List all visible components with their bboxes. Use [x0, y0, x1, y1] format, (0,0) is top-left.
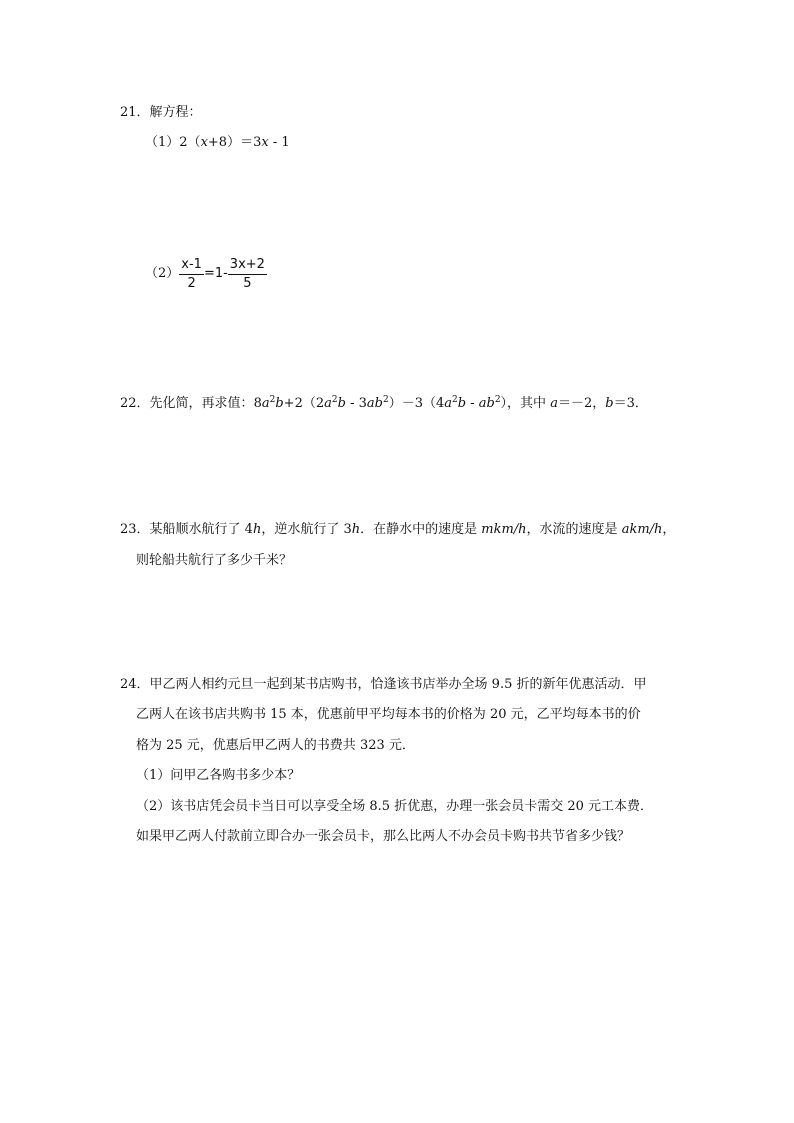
expr-part: ），其中 — [500, 396, 551, 411]
q24-line-1 — [120, 676, 647, 694]
q21-part1-text: +8）＝3 — [207, 135, 262, 150]
expr-part: - 3 — [345, 396, 367, 411]
expr-part: ＝3． — [613, 396, 648, 411]
exponent: 2 — [331, 395, 338, 405]
fraction-2 — [228, 257, 267, 292]
q23-text: ， — [662, 522, 676, 537]
var-b: b — [457, 396, 467, 411]
q22-number: 22． — [120, 396, 150, 411]
q23-text: ，逆水航行了 3 — [261, 522, 352, 537]
expr-part: 8 — [253, 396, 262, 411]
expr-part: ＝－2， — [557, 396, 606, 411]
q21-part1-label: （1） — [145, 135, 180, 150]
var-b: b — [275, 396, 284, 411]
q21-text: 解方程： — [149, 105, 202, 120]
var-a: a — [324, 396, 332, 411]
q24-subquestion-1: （1）问甲乙各购书多少本？ — [136, 768, 301, 783]
fraction-2-numerator: 3x+2 — [228, 257, 267, 275]
var-b: b — [337, 396, 346, 411]
q24-line-3: 格为 25 元，优惠后甲乙两人的书费共 323 元． — [136, 738, 415, 753]
q23-text: ，水流的速度是 — [526, 522, 622, 537]
var-x: x — [261, 135, 269, 150]
speed-still-water: mkm/h — [481, 522, 527, 537]
var-ab: ab — [366, 396, 383, 411]
q24-subquestion-2-line-1: （2）该书店凭会员卡当日可以享受全场 8.5 折优惠，办理一张会员卡需交 20 元工本费． — [136, 799, 654, 814]
var-b: b — [605, 396, 614, 411]
q24-text: 甲乙两人相约元旦一起到某书店购书，恰逢该书店举办全场 9.5 折的新年优惠活动．甲 — [149, 677, 647, 692]
q21-part1-text: 2（ — [179, 135, 201, 150]
q21-part2-label: （2） — [145, 266, 180, 281]
q23-line-1 — [120, 521, 675, 539]
fraction-2-denominator: 5 — [243, 275, 252, 291]
q21-part2 — [145, 256, 267, 293]
exponent: 2 — [382, 395, 389, 405]
var-a: a — [444, 396, 452, 411]
q24-subquestion-2-line-2: 如果甲乙两人付款前立即合办一张会员卡，那么比两人不办会员卡购书共节省多少钱？ — [136, 829, 631, 844]
unit-h: h — [351, 522, 361, 537]
speed-current: akm/h — [621, 522, 663, 537]
q22-text: 先化简，再求值： — [149, 396, 254, 411]
expr-part: ）－3（4 — [388, 396, 445, 411]
expr-part: +2（2 — [283, 396, 325, 411]
q23-text: ．在静水中的速度是 — [360, 522, 482, 537]
var-x: x — [200, 135, 208, 150]
q24-line-2: 乙两人在该书店共购书 15 本，优惠前甲平均每本书的价格为 20 元，乙平均每本书的价 — [136, 707, 641, 722]
unit-h: h — [252, 522, 262, 537]
fraction-1-denominator: 2 — [187, 275, 196, 291]
q23-text: 某船顺水航行了 4 — [149, 522, 253, 537]
equals-one-minus: =1- — [203, 266, 228, 281]
q24-number: 24． — [120, 677, 150, 692]
fraction-1 — [179, 257, 204, 292]
exponent: 2 — [452, 395, 458, 405]
exponent: 2 — [269, 395, 276, 405]
var-a: a — [550, 396, 558, 411]
q22-stem — [120, 395, 648, 413]
q23-number: 23． — [120, 522, 150, 537]
q21-part1 — [145, 134, 290, 152]
exponent: 2 — [494, 395, 501, 405]
q21-stem — [120, 104, 202, 122]
q21-part1-text: - 1 — [268, 135, 290, 150]
expr-part: - — [466, 396, 479, 411]
fraction-1-numerator: x-1 — [179, 257, 204, 275]
var-ab: ab — [478, 396, 495, 411]
q21-number: 21． — [120, 105, 150, 120]
q23-line-2: 则轮船共航行了多少千米？ — [136, 553, 293, 568]
var-a: a — [261, 396, 270, 411]
